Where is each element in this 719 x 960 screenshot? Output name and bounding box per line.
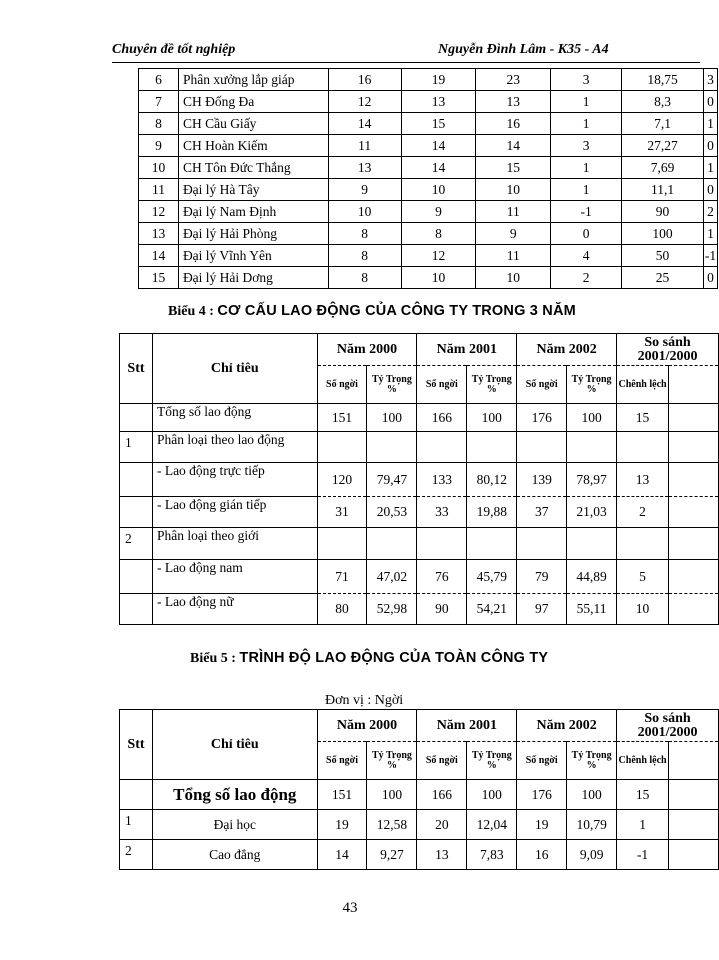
table-cell: 15: [139, 267, 179, 289]
table-row: [120, 810, 719, 840]
page-header: [112, 40, 700, 63]
row-value: 120: [317, 463, 367, 497]
row-value: 31: [317, 497, 367, 528]
col-2000-header: Năm 2000: [317, 334, 417, 366]
table-cell: 1: [703, 113, 717, 135]
row-value: 133: [417, 463, 467, 497]
table-cell: 10: [476, 179, 551, 201]
row-value-cut: [669, 404, 719, 432]
table-cell: 12: [328, 91, 401, 113]
table-row: [139, 135, 718, 157]
sub-so-nguoi: Số ngời: [517, 742, 567, 780]
row-label: - Lao động nam: [152, 560, 317, 594]
row-value: 100: [367, 404, 417, 432]
row-value: [617, 528, 669, 560]
row-value: 78,97: [567, 463, 617, 497]
col-2001-header: Năm 2001: [417, 710, 517, 742]
row-value: 7,83: [467, 840, 517, 870]
table-cell: 9: [139, 135, 179, 157]
bieu5-title: TRÌNH ĐỘ LAO ĐỘNG CỦA TOÀN CÔNG TY: [239, 650, 549, 666]
table-cell: 13: [401, 91, 476, 113]
table-row: [120, 594, 719, 625]
row-value: 151: [317, 780, 367, 810]
row-value: 80,12: [467, 463, 517, 497]
table-cell: -1: [703, 245, 717, 267]
row-value: 76: [417, 560, 467, 594]
row-value: [467, 432, 517, 463]
row-value: 166: [417, 404, 467, 432]
table-cell: 14: [476, 135, 551, 157]
table-row: [139, 245, 718, 267]
table-cell: 0: [703, 91, 717, 113]
col-chitieu-header: Chỉ tiêu: [152, 710, 317, 780]
table-cell: 16: [476, 113, 551, 135]
table-cell: 11: [476, 201, 551, 223]
col-stt-header: Stt: [120, 710, 153, 780]
row-value-cut: [669, 840, 719, 870]
table-cell: 11,1: [622, 179, 704, 201]
sub-so-nguoi: Số ngời: [317, 366, 367, 404]
row-value: [367, 528, 417, 560]
row-value: [517, 432, 567, 463]
table-row: [139, 69, 718, 91]
table-cell: 13: [328, 157, 401, 179]
table-cell: 7,1: [622, 113, 704, 135]
col-2002-header: Năm 2002: [517, 334, 617, 366]
bieu4-label: Biểu 4 :: [168, 304, 214, 319]
table-cell: 12: [139, 201, 179, 223]
page-number: 43: [342, 900, 358, 916]
sub-so-nguoi: Số ngời: [417, 742, 467, 780]
table-cell: 9: [476, 223, 551, 245]
bieu5-caption: [190, 650, 548, 667]
table-cell: CH Hoàn Kiếm: [178, 135, 328, 157]
table-cell: -1: [551, 201, 622, 223]
table-cell: 8: [328, 245, 401, 267]
row-value: [417, 528, 467, 560]
table-cell: 19: [401, 69, 476, 91]
row-value: 14: [317, 840, 367, 870]
row-value: [317, 432, 367, 463]
row-value: 2: [617, 497, 669, 528]
table-cell: 3: [551, 135, 622, 157]
row-value: 10,79: [567, 810, 617, 840]
table-cell: 4: [551, 245, 622, 267]
table-cell: 7,69: [622, 157, 704, 179]
row-value: [567, 528, 617, 560]
table-row: [120, 560, 719, 594]
table-row: [120, 497, 719, 528]
row-value: 16: [517, 840, 567, 870]
sub-so-nguoi: Số ngời: [417, 366, 467, 404]
row-value: 151: [317, 404, 367, 432]
table-cell: 1: [551, 91, 622, 113]
table-cell: 13: [139, 223, 179, 245]
table-cell: 1: [551, 157, 622, 179]
row-value: [367, 432, 417, 463]
table-cell: 14: [401, 157, 476, 179]
row-value: 37: [517, 497, 567, 528]
row-stt: [120, 780, 153, 810]
labor-structure-table: [119, 333, 719, 625]
row-label: Cao đẳng: [152, 840, 317, 870]
col-2000-header: Năm 2000: [317, 710, 417, 742]
table-row: [120, 528, 719, 560]
table-cell: 50: [622, 245, 704, 267]
table-cell: 23: [476, 69, 551, 91]
row-stt: [120, 463, 153, 497]
row-label: - Lao động trực tiếp: [152, 463, 317, 497]
table-cell: 25: [622, 267, 704, 289]
row-value: 19: [517, 810, 567, 840]
sub-chenh-lech: Chênh lệch: [617, 742, 669, 780]
table-cell: 8,3: [622, 91, 704, 113]
table-row: [139, 91, 718, 113]
table-cell: 2: [703, 201, 717, 223]
col-2001-header: Năm 2001: [417, 334, 517, 366]
row-value-cut: [669, 810, 719, 840]
row-value-cut: [669, 780, 719, 810]
row-value: 15: [617, 404, 669, 432]
row-stt: [120, 497, 153, 528]
table-cell: 11: [139, 179, 179, 201]
labor-qualification-table: [119, 709, 719, 870]
row-stt: 2: [120, 840, 153, 870]
table-cell: 8: [328, 223, 401, 245]
table-cell: 14: [401, 135, 476, 157]
row-value-cut: [669, 497, 719, 528]
row-value: 80: [317, 594, 367, 625]
row-value: 54,21: [467, 594, 517, 625]
table-cell: Đại lý Hà Tây: [178, 179, 328, 201]
row-value: 21,03: [567, 497, 617, 528]
table-cell: 18,75: [622, 69, 704, 91]
row-value: 10: [617, 594, 669, 625]
table-row: [139, 267, 718, 289]
table-cell: 14: [328, 113, 401, 135]
row-value: [467, 528, 517, 560]
header-right-author: Nguyễn Đình Lâm - K35 - A4: [438, 42, 609, 57]
row-value: [517, 528, 567, 560]
table-row: [120, 840, 719, 870]
row-value: 1: [617, 810, 669, 840]
sub-chenh-lech: Chênh lệch: [617, 366, 669, 404]
sub-ty-trong: Tỷ Trọng %: [467, 742, 517, 780]
row-stt: 1: [120, 810, 153, 840]
unit-labor-table: [138, 68, 718, 289]
row-value: 45,79: [467, 560, 517, 594]
bieu4-caption: [168, 303, 576, 320]
table-cell: 11: [328, 135, 401, 157]
table-cell: 9: [328, 179, 401, 201]
table-cell: CH Tôn Đức Thắng: [178, 157, 328, 179]
row-value: 90: [417, 594, 467, 625]
row-value: [417, 432, 467, 463]
table-cell: 0: [703, 179, 717, 201]
table-cell: 1: [551, 113, 622, 135]
col-stt-header: Stt: [120, 334, 153, 404]
row-value: 79,47: [367, 463, 417, 497]
table-row: [120, 404, 719, 432]
bieu5-label: Biểu 5 :: [190, 651, 236, 666]
table-cell: 12: [401, 245, 476, 267]
table-cell: Đại lý Vĩnh Yên: [178, 245, 328, 267]
table-cell: 8: [139, 113, 179, 135]
row-value-cut: [669, 463, 719, 497]
row-value: 12,58: [367, 810, 417, 840]
row-value: 176: [517, 780, 567, 810]
row-value: 97: [517, 594, 567, 625]
row-value: 33: [417, 497, 467, 528]
table-cell: Phân xưởng lắp giáp: [178, 69, 328, 91]
row-value-cut: [669, 528, 719, 560]
row-value: 100: [367, 780, 417, 810]
table-row: [139, 201, 718, 223]
table-row: [139, 157, 718, 179]
row-value: 12,04: [467, 810, 517, 840]
row-label: - Lao động nữ: [152, 594, 317, 625]
bieu5-unit: Đơn vị : Ngời: [325, 693, 404, 708]
table-cell: 15: [476, 157, 551, 179]
table-cell: Đại lý Hải Phòng: [178, 223, 328, 245]
row-value: 139: [517, 463, 567, 497]
row-value: 19,88: [467, 497, 517, 528]
table-cell: 7: [139, 91, 179, 113]
row-value: 20: [417, 810, 467, 840]
row-value: 166: [417, 780, 467, 810]
row-value: 52,98: [367, 594, 417, 625]
table-cell: Đại lý Nam Định: [178, 201, 328, 223]
table-cell: CH Cầu Giấy: [178, 113, 328, 135]
table-row: [120, 780, 719, 810]
sub-blank: [669, 742, 719, 780]
row-label: Đại học: [152, 810, 317, 840]
row-value: 100: [467, 780, 517, 810]
sub-ty-trong: Tỷ Trọng %: [567, 742, 617, 780]
table-cell: 1: [703, 223, 717, 245]
table-cell: 90: [622, 201, 704, 223]
table-cell: 0: [703, 135, 717, 157]
row-value: 100: [467, 404, 517, 432]
row-value: 9,27: [367, 840, 417, 870]
row-value: 5: [617, 560, 669, 594]
row-label: Tổng số lao động: [152, 780, 317, 810]
table-cell: 8: [401, 223, 476, 245]
table-cell: Đại lý Hải Dơng: [178, 267, 328, 289]
table-cell: 100: [622, 223, 704, 245]
row-value: 9,09: [567, 840, 617, 870]
row-value: 15: [617, 780, 669, 810]
table-cell: CH Đống Đa: [178, 91, 328, 113]
bieu4-title: CƠ CẤU LAO ĐỘNG CỦA CÔNG TY TRONG 3 NĂM: [217, 303, 576, 319]
table-cell: 9: [401, 201, 476, 223]
row-value: 13: [617, 463, 669, 497]
sub-blank: [669, 366, 719, 404]
row-value: [317, 528, 367, 560]
row-stt: [120, 404, 153, 432]
row-value-cut: [669, 560, 719, 594]
row-value: 20,53: [367, 497, 417, 528]
table-row: [139, 223, 718, 245]
row-value: 55,11: [567, 594, 617, 625]
table-cell: 13: [476, 91, 551, 113]
sub-ty-trong: Tỷ Trọng %: [367, 742, 417, 780]
sub-ty-trong: Tỷ Trọng %: [467, 366, 517, 404]
table-cell: 10: [328, 201, 401, 223]
sub-ty-trong: Tỷ Trọng %: [367, 366, 417, 404]
row-stt: 1: [120, 432, 153, 463]
table-row: [120, 432, 719, 463]
table-cell: 3: [703, 69, 717, 91]
row-label: Phân loại theo giới: [152, 528, 317, 560]
row-stt: [120, 594, 153, 625]
table-cell: 0: [703, 267, 717, 289]
row-value-cut: [669, 432, 719, 463]
row-value: 100: [567, 780, 617, 810]
col-compare-header: So sánh 2001/2000: [617, 334, 719, 366]
row-stt: 2: [120, 528, 153, 560]
table-cell: 6: [139, 69, 179, 91]
table-cell: 8: [328, 267, 401, 289]
table-cell: 11: [476, 245, 551, 267]
table-cell: 3: [551, 69, 622, 91]
row-label: - Lao động gián tiếp: [152, 497, 317, 528]
row-value: 176: [517, 404, 567, 432]
sub-ty-trong: Tỷ Trọng %: [567, 366, 617, 404]
table-row: [139, 113, 718, 135]
row-value: 47,02: [367, 560, 417, 594]
col-2002-header: Năm 2002: [517, 710, 617, 742]
row-value: [617, 432, 669, 463]
col-chitieu-header: Chỉ tiêu: [152, 334, 317, 404]
table-cell: 1: [551, 179, 622, 201]
table-cell: 15: [401, 113, 476, 135]
header-left-title: Chuyên đề tốt nghiệp: [112, 42, 236, 57]
row-value: 79: [517, 560, 567, 594]
table-row: [139, 179, 718, 201]
table-cell: 10: [401, 179, 476, 201]
row-value: 19: [317, 810, 367, 840]
row-label: Phân loại theo lao động: [152, 432, 317, 463]
row-stt: [120, 560, 153, 594]
row-value-cut: [669, 594, 719, 625]
row-value: 71: [317, 560, 367, 594]
row-value: -1: [617, 840, 669, 870]
row-value: 13: [417, 840, 467, 870]
row-label: Tổng số lao động: [152, 404, 317, 432]
sub-so-nguoi: Số ngời: [517, 366, 567, 404]
table-cell: 2: [551, 267, 622, 289]
table-cell: 0: [551, 223, 622, 245]
table-cell: 14: [139, 245, 179, 267]
table-cell: 27,27: [622, 135, 704, 157]
row-value: [567, 432, 617, 463]
table-cell: 10: [401, 267, 476, 289]
table-cell: 1: [703, 157, 717, 179]
table-cell: 10: [476, 267, 551, 289]
table-cell: 10: [139, 157, 179, 179]
table-cell: 16: [328, 69, 401, 91]
col-compare-header: So sánh 2001/2000: [617, 710, 719, 742]
table-row: [120, 463, 719, 497]
sub-so-nguoi: Số ngời: [317, 742, 367, 780]
row-value: 44,89: [567, 560, 617, 594]
row-value: 100: [567, 404, 617, 432]
